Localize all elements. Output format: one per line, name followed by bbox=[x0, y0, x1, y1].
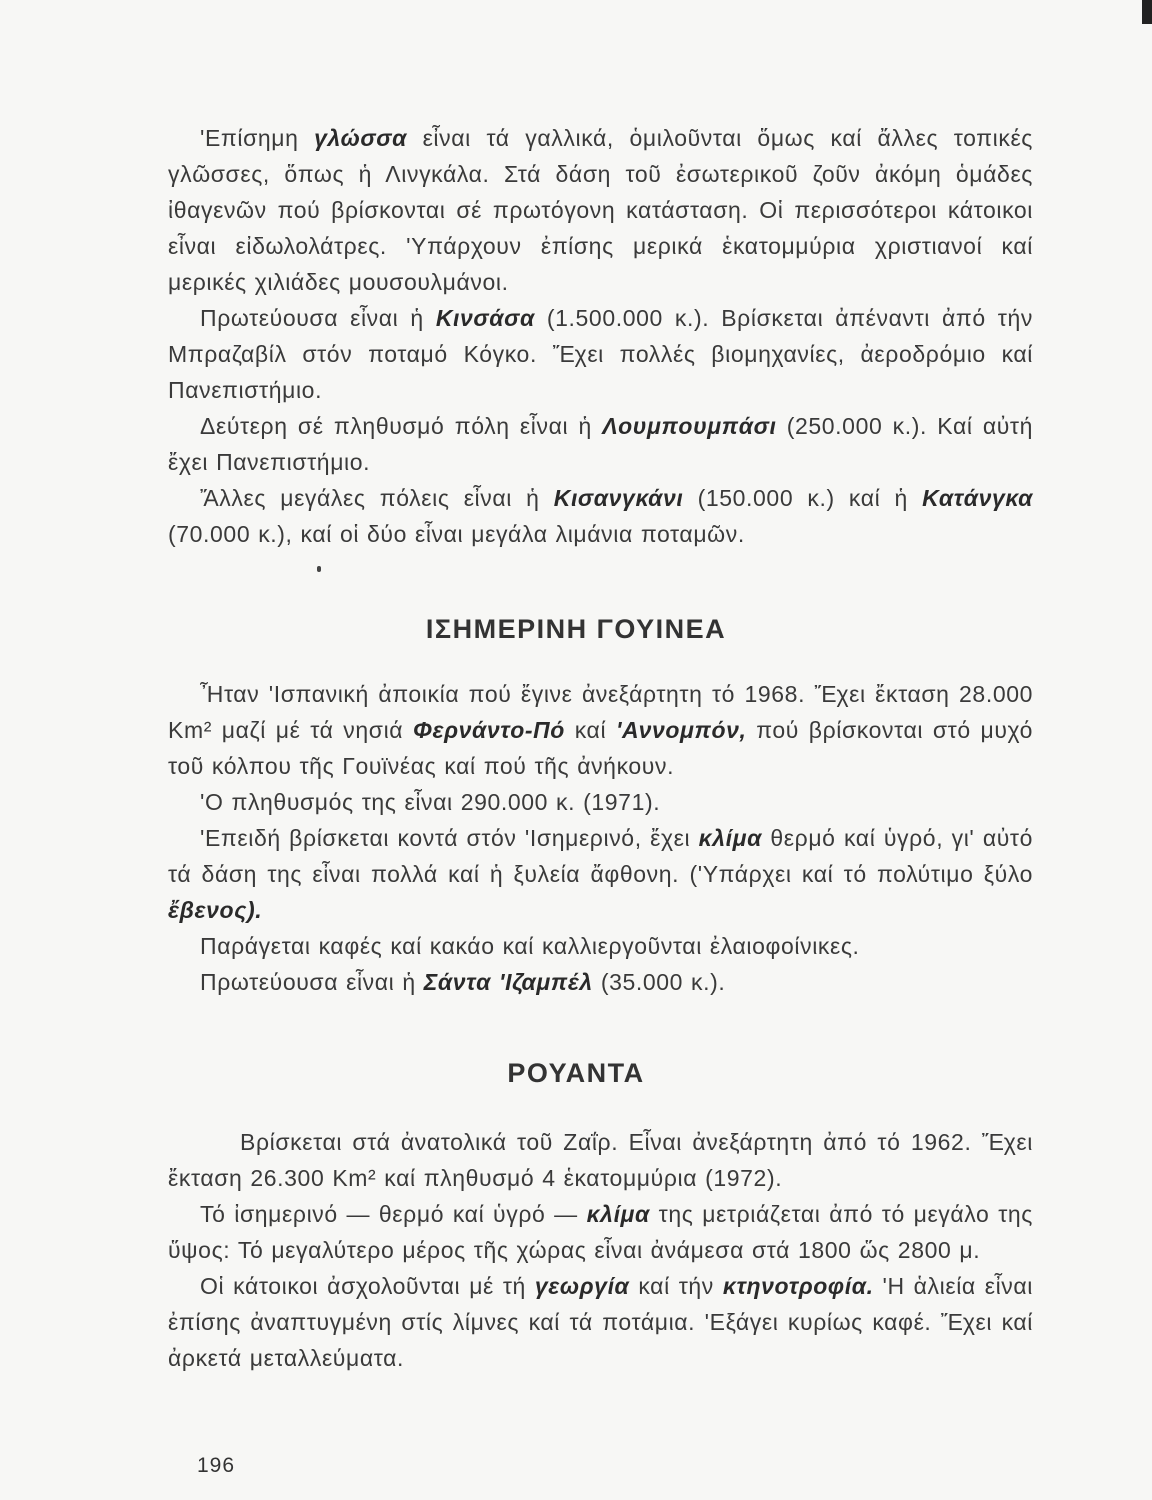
paragraph bbox=[168, 820, 1033, 928]
paragraph-text: Πρωτεύουσα εἶναι ἡ bbox=[200, 305, 436, 331]
paragraph-text: καί bbox=[564, 717, 616, 743]
emphasized-term: Φερνάντο-Πό bbox=[412, 717, 565, 743]
emphasized-term: γλώσσα bbox=[314, 125, 407, 151]
paragraph-text: 'Επειδή βρίσκεται κοντά στόν 'Ισημερινό, ἔχει bbox=[200, 825, 699, 851]
page-number: 196 bbox=[197, 1454, 236, 1477]
paragraph bbox=[168, 480, 1033, 552]
paragraph-text: (1.500.000 κ.). Βρίσκεται ἀπέναντι ἀπό τήν Μπραζαβίλ στόν ποταμό Κόγκο. Ἔχει πολλές βιομηχανίες, ἀεροδρόμιο καί Πανεπιστήμιο. bbox=[168, 305, 1033, 403]
paragraph-text: Πρωτεύουσα εἶναι ἡ bbox=[200, 969, 424, 995]
section-equatorial-guinea-text bbox=[168, 676, 1033, 1000]
paragraph-text: Τό ἰσημερινό — θερμό καί ὑγρό — bbox=[200, 1201, 587, 1227]
paragraph bbox=[168, 964, 1033, 1000]
stray-mark bbox=[317, 566, 321, 572]
paragraph-text: Ἄλλες μεγάλες πόλεις εἶναι ἡ bbox=[200, 485, 554, 511]
paragraph-text: 'Ο πληθυσμός της εἶναι 290.000 κ. (1971). bbox=[200, 789, 661, 815]
paragraph-text: (250.000 κ.). Καί αὐτή ἔχει Πανεπιστήμιο. bbox=[168, 413, 1034, 475]
section-rwanda-text bbox=[168, 1124, 1033, 1376]
emphasized-term: Σάντα 'Ιζαμπέλ bbox=[423, 969, 593, 995]
paragraph-text: Παράγεται καφές καί κακάο καί καλλιεργοῦνται ἐλαιοφοίνικες. bbox=[200, 933, 860, 959]
emphasized-term: γεωργία bbox=[534, 1273, 630, 1299]
paragraph-text: της μετριάζεται ἀπό τό μεγάλο της ὕψος: Τό μεγαλύτερο μέρος τῆς χώρας εἶναι ἀνάμεσα στά 1800 ὥς 2800 μ. bbox=[168, 1201, 1033, 1263]
paragraph bbox=[168, 1268, 1033, 1376]
paragraph bbox=[168, 928, 1033, 964]
paragraph-text: 'Η ἁλιεία εἶναι ἐπίσης ἀναπτυγμένη στίς λίμνες καί τά ποτάμια. 'Εξάγει κυρίως καφέ. Ἔχει καί ἀρκετά μεταλλεύματα. bbox=[168, 1273, 1034, 1371]
paragraph-text: (35.000 κ.). bbox=[592, 969, 726, 995]
paragraph-text: (70.000 κ.), καί οἱ δύο εἶναι μεγάλα λιμάνια ποταμῶν. bbox=[168, 521, 745, 547]
paragraph-text: πού βρίσκονται στό μυχό τοῦ κόλπου τῆς Γουϊνέας καί πού τῆς ἀνήκουν. bbox=[168, 717, 1034, 779]
emphasized-term: Κατάνγκα bbox=[922, 485, 1033, 511]
paragraph-text: καί τήν bbox=[629, 1273, 723, 1299]
paragraph bbox=[168, 1196, 1033, 1268]
paragraph-text: εἶναι τά γαλλικά, ὁμιλοῦνται ὅμως καί ἄλλες τοπικές γλῶσσες, ὅπως ἡ Λινγκάλα. Στά δάση τοῦ ἐσωτερικοῦ ζοῦν ἀκόμη ὁμάδες ἰθαγενῶν πού βρίσκονται σέ πρωτόγονη κατάσταση. Οἱ περισσότεροι κάτοικοι εἶναι εἰδωλολάτρες. 'Υπάρχουν ἐπίσης μερικά ἑκατομμύρια χριστιανοί καί μερικές χιλιάδες μουσουλμάνοι. bbox=[168, 125, 1033, 295]
paragraph bbox=[168, 784, 1033, 820]
paragraph-text: Βρίσκεται στά ἀνατολικά τοῦ Ζαΐρ. Εἶναι ἀνεξάρτητη ἀπό τό 1962. Ἔχει ἔκταση 26.300 Km² καί πληθυσμό 4 ἑκατομμύρια (1972). bbox=[168, 1129, 1033, 1191]
section-zaire-text bbox=[168, 120, 1033, 552]
emphasized-term: ἔβενος). bbox=[168, 897, 263, 923]
paragraph-text: 'Επίσημη bbox=[200, 125, 315, 151]
emphasized-term: 'Αννομπόν, bbox=[615, 717, 747, 743]
emphasized-term: Κισανγκάνι bbox=[553, 485, 684, 511]
emphasized-term: κλίμα bbox=[586, 1201, 650, 1227]
heading-equatorial-guinea: ΙΣΗΜΕΡΙΝΗ ΓΟΥΙΝΕΑ bbox=[425, 614, 727, 644]
paragraph-text: Δεύτερη σέ πληθυσμό πόλη εἶναι ἡ bbox=[200, 413, 603, 439]
emphasized-term: Κινσάσα bbox=[435, 305, 535, 331]
paragraph-text: Ἦταν 'Ισπανική ἀποικία πού ἔγινε ἀνεξάρτητη τό 1968. Ἔχει ἔκταση 28.000 Km² μαζί μέ τά νησιά bbox=[168, 681, 1033, 743]
emphasized-term: Λουμπουμπάσι bbox=[602, 413, 777, 439]
heading-rwanda: ΡΟΥΑΝΤΑ bbox=[507, 1058, 645, 1088]
paragraph-text: (150.000 κ.) καί ἡ bbox=[683, 485, 923, 511]
emphasized-term: κτηνοτροφία. bbox=[722, 1273, 874, 1299]
paragraph-text: θερμό καί ὑγρό, γι' αὐτό τά δάση της εἶναι πολλά καί ἡ ξυλεία ἄφθονη. ('Υπάρχει καί τό πολύτιμο ξύλο bbox=[168, 825, 1033, 887]
paragraph bbox=[168, 676, 1033, 784]
emphasized-term: κλίμα bbox=[698, 825, 762, 851]
paragraph bbox=[168, 300, 1033, 408]
paragraph bbox=[168, 120, 1033, 300]
paragraph-text: Οἱ κάτοικοι ἀσχολοῦνται μέ τή bbox=[200, 1273, 535, 1299]
scan-corner-mark bbox=[1142, 0, 1152, 24]
paragraph bbox=[168, 1124, 1033, 1196]
paragraph bbox=[168, 408, 1033, 480]
